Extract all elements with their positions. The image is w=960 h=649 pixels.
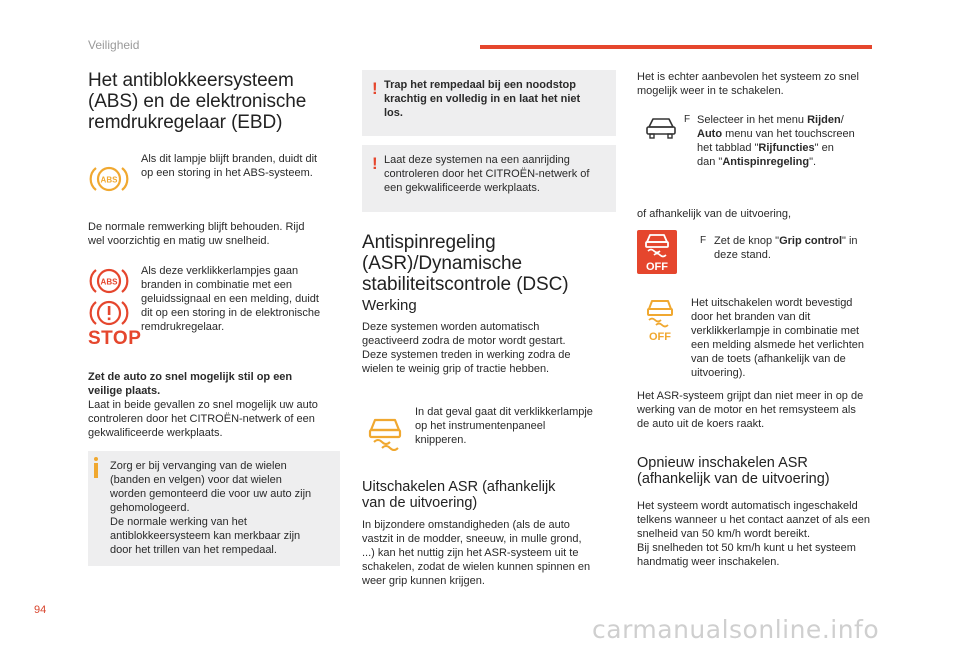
asr-title-line-2: (ASR)/Dynamische bbox=[362, 253, 522, 274]
text-line: handmatig weer inschakelen. bbox=[637, 556, 780, 568]
normal-braking-text bbox=[88, 220, 304, 248]
watermark: carmanualsonline.info bbox=[592, 615, 880, 644]
text-line: van de toets (afhankelijk van de bbox=[691, 353, 846, 365]
text-line: de auto uit de koers raakt. bbox=[637, 418, 765, 430]
text-line: Deze systemen worden automatisch bbox=[362, 321, 540, 333]
option-name-antispinregeling: Antispinregeling bbox=[722, 156, 810, 168]
text-line: schakelen, zodat de wielen kunnen spinnen en bbox=[362, 561, 591, 573]
text-line: ...) kan het nuttig zijn het ASR-systeem uit te bbox=[362, 547, 579, 559]
svg-text:OFF: OFF bbox=[649, 331, 671, 343]
reactivate-advice bbox=[637, 70, 859, 98]
grip-step bbox=[700, 234, 858, 262]
abs-warning-icon bbox=[88, 164, 130, 199]
text-line: (banden en velgen) voor dat wielen bbox=[110, 474, 282, 486]
stop-icon: STOP bbox=[88, 328, 142, 349]
text-line: branden in combinatie met een bbox=[141, 279, 293, 291]
text-line: door het trillen van het rempedaal. bbox=[110, 544, 277, 556]
text-run: Selecteer in het menu bbox=[697, 114, 808, 126]
text-line: los. bbox=[384, 107, 403, 119]
blink-text bbox=[415, 405, 593, 447]
text-line: een gekwalificeerde werkplaats. bbox=[384, 182, 540, 194]
text-line: veilige plaats. bbox=[88, 385, 161, 397]
grip-control-off-button-icon bbox=[637, 230, 677, 274]
text-line: een melding alsmede het verlichten bbox=[691, 339, 865, 351]
svg-text:ABS: ABS bbox=[100, 277, 118, 287]
heading-line: Uitschakelen ASR (afhankelijk bbox=[362, 479, 556, 495]
text-line: uitvoering). bbox=[691, 367, 746, 379]
text-line: Laat in beide gevallen zo snel mogelijk uw auto bbox=[88, 399, 318, 411]
text-line: door het branden van dit bbox=[691, 311, 811, 323]
heading-line: Opnieuw inschakelen ASR bbox=[637, 455, 808, 471]
asr-off-text bbox=[362, 518, 590, 588]
warning-icon: ! bbox=[372, 154, 378, 173]
text-line: mogelijk weer in te schakelen. bbox=[637, 85, 784, 97]
warning-icon: ! bbox=[372, 79, 378, 98]
info-icon bbox=[94, 463, 98, 478]
text-line: op een storing in het ABS-systeem. bbox=[141, 167, 313, 179]
text-line: Het uitschakelen wordt bevestigd bbox=[691, 297, 853, 309]
asr-title-line-3: stabiliteitscontrole (DSC) bbox=[362, 274, 569, 295]
asr-off-heading bbox=[362, 479, 555, 511]
text-run: Zet de knop " bbox=[714, 235, 780, 247]
text-line: remdrukregelaar. bbox=[141, 321, 225, 333]
text-line: In dat geval gaat dit verklikkerlampje bbox=[415, 406, 593, 418]
text-line: In bijzondere omstandigheden (als de auto bbox=[362, 519, 570, 531]
menu-step: F Selecteer in het menu Rijden/ Auto menu van het touchscreen het tabblad "Rijfuncties" en dan "Antispinregeling". bbox=[684, 114, 855, 168]
text-line: geactiveerd zodra de motor wordt gestart. bbox=[362, 335, 566, 347]
section-header: Veiligheid bbox=[88, 38, 140, 52]
button-name-grip-control: Grip control bbox=[779, 235, 843, 247]
text-run: menu van het touchscreen bbox=[722, 128, 855, 140]
asr-on-text bbox=[637, 499, 870, 569]
stop-instruction bbox=[88, 370, 318, 440]
text-line: Als dit lampje blijft branden, duidt dit bbox=[141, 153, 318, 165]
step-bullet: F bbox=[684, 114, 691, 125]
abs-title-line-1: Het antiblokkeersysteem bbox=[88, 70, 294, 91]
text-line: antiblokkeersysteem kan merkbaar zijn bbox=[110, 530, 301, 542]
off-confirm-text bbox=[691, 296, 864, 380]
or-depending-text: of afhankelijk van de uitvoering, bbox=[637, 208, 792, 220]
text-line: vastzit in de modder, sneeuw, in mulle grond, bbox=[362, 533, 582, 545]
heading-line: (afhankelijk van de uitvoering) bbox=[637, 471, 830, 487]
text-line: Deze systemen treden in werking zodra de bbox=[362, 349, 571, 361]
abs-lamp-text bbox=[141, 152, 317, 180]
info-box-wheels bbox=[88, 451, 340, 566]
text-line: De normale werking van het bbox=[110, 516, 247, 528]
svg-text:OFF: OFF bbox=[646, 261, 668, 273]
text-line: Zorg er bij vervanging van de wielen bbox=[110, 460, 287, 472]
svg-text:ABS: ABS bbox=[100, 175, 118, 185]
text-line: wielen te weinig grip of tractie hebben. bbox=[362, 363, 550, 375]
text-line: telkens wanneer u het contact aanzet of als een bbox=[637, 514, 870, 526]
abs-red-icon bbox=[88, 266, 130, 301]
tab-name-rijfuncties: Rijfuncties bbox=[758, 142, 815, 154]
text-line: Trap het rempedaal bij een noodstop bbox=[384, 79, 576, 91]
text-line: snelheid van 50 km/h wordt bereikt. bbox=[637, 528, 811, 540]
text-line: wel voorzichtig en matig uw snelheid. bbox=[88, 235, 270, 247]
text-run: het tabblad " bbox=[697, 142, 759, 154]
text-line: weer grip kunnen krijgen. bbox=[362, 575, 485, 587]
text-line: knipperen. bbox=[415, 434, 467, 446]
text-line: geluidssignaal en een melding, duidt bbox=[141, 293, 319, 305]
text-line: Zet de auto zo snel mogelijk stil op een bbox=[88, 371, 293, 383]
text-line: Laat deze systemen na een aanrijding bbox=[384, 154, 570, 166]
text-line: worden gemonteerd die voor uw auto zijn bbox=[110, 488, 312, 500]
asr-inactive-text bbox=[637, 389, 863, 431]
text-run: dan " bbox=[697, 156, 723, 168]
text-line: deze stand. bbox=[714, 249, 771, 261]
text-line: controleren door het CITROËN-netwerk of een bbox=[88, 413, 315, 425]
abs-title-line-3: remdrukregelaar (EBD) bbox=[88, 112, 283, 133]
text-line: Het is echter aanbevolen het systeem zo snel bbox=[637, 71, 859, 83]
header-accent-bar bbox=[480, 45, 872, 49]
text-line: op het instrumentenpaneel bbox=[415, 420, 546, 432]
page-number: 94 bbox=[34, 604, 47, 616]
abs-title-line-2: (ABS) en de elektronische bbox=[88, 91, 307, 112]
text-run: " en bbox=[814, 142, 834, 154]
car-menu-icon bbox=[645, 116, 677, 145]
text-line: werking van de motor en het remsysteem als bbox=[637, 404, 856, 416]
text-line: gekwalificeerde werkplaats. bbox=[88, 427, 223, 439]
asr-title-line-1: Antispinregeling bbox=[362, 232, 496, 253]
text-line: Het ASR-systeem grijpt dan niet meer in op de bbox=[637, 390, 864, 402]
text-line: Bij snelheden tot 50 km/h kunt u het systeem bbox=[637, 542, 856, 554]
heading-line: van de uitvoering) bbox=[362, 495, 478, 511]
text-line: Als deze verklikkerlampjes gaan bbox=[141, 265, 299, 277]
text-line: verklikkerlampje in combinatie met bbox=[691, 325, 860, 337]
asr-title bbox=[362, 232, 622, 295]
text-line: De normale remwerking blijft behouden. Rijd bbox=[88, 221, 305, 233]
text-run: " in bbox=[842, 235, 858, 247]
text-run: ". bbox=[809, 156, 817, 168]
asr-off-lamp-icon bbox=[643, 298, 677, 349]
asr-on-heading bbox=[637, 455, 830, 487]
text-line: dit op een storing in de elektronische bbox=[141, 307, 321, 319]
warning-box-emergency-stop bbox=[362, 70, 616, 136]
menu-name-auto: Auto bbox=[697, 128, 723, 140]
abs-title bbox=[88, 70, 348, 133]
step-bullet: F bbox=[700, 235, 707, 246]
text-line: Het systeem wordt automatisch ingeschakeld bbox=[637, 500, 858, 512]
multi-lamp-text bbox=[141, 264, 320, 334]
warning-box-collision bbox=[362, 145, 616, 212]
text-line: krachtig en volledig in en laat het niet bbox=[384, 93, 581, 105]
werking-text bbox=[362, 320, 571, 376]
menu-name-rijden: Rijden bbox=[807, 114, 841, 126]
text-line: controleren door het CITROËN-netwerk of bbox=[384, 168, 590, 180]
text-line: gehomologeerd. bbox=[110, 502, 190, 514]
werking-heading: Werking bbox=[362, 297, 417, 314]
skid-car-icon bbox=[366, 414, 404, 457]
